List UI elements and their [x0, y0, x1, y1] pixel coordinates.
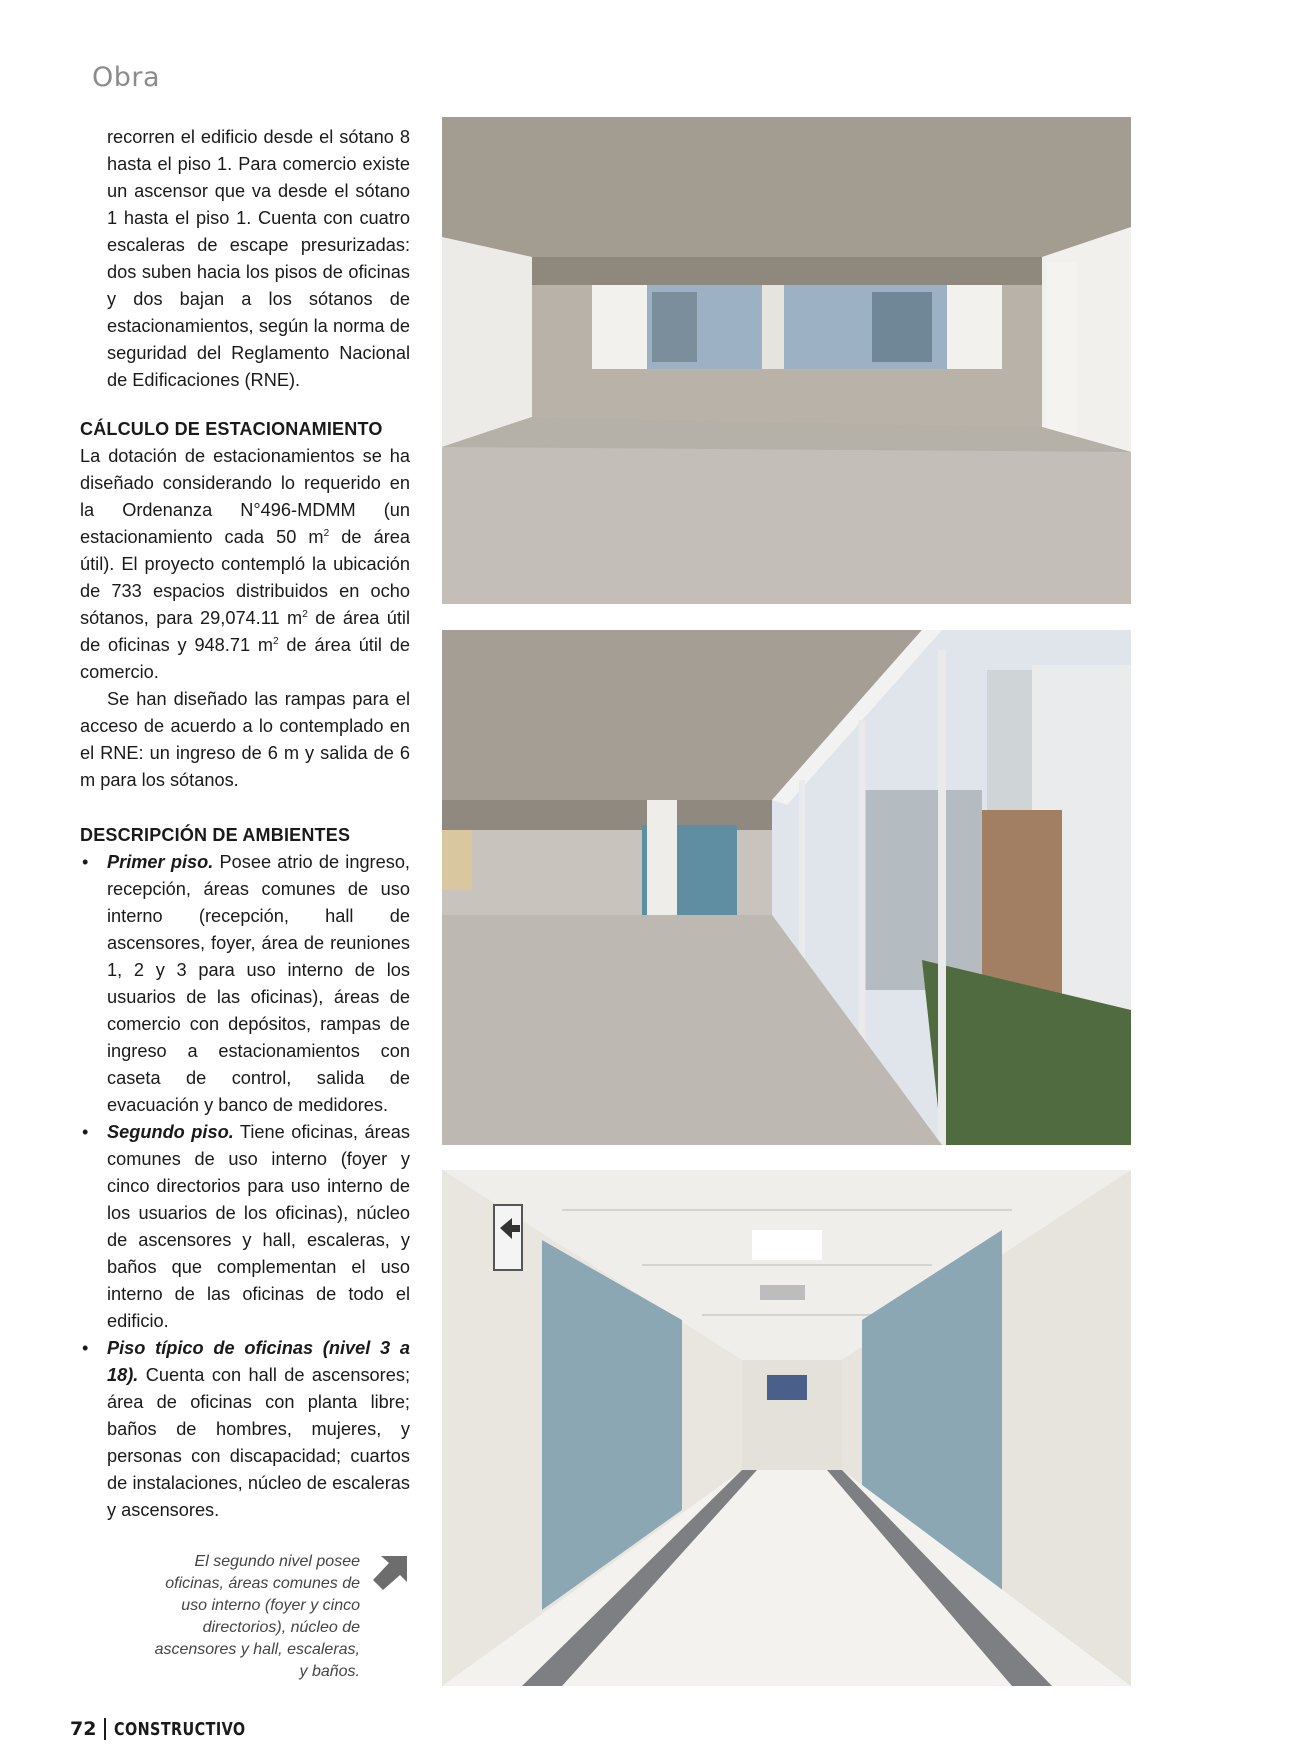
item-text: Tiene oficinas, áreas comunes de uso interno (foyer y cinco directorios para uso interno de los usuarios de los oficinas), núcleo de ascensores y hall, escaleras, y baños que complementan el uso interno de las oficinas de todo el edificio.	[107, 1122, 410, 1331]
item-lead: Segundo piso.	[107, 1122, 234, 1142]
environments-list	[80, 849, 410, 1524]
arrow-up-right-icon	[371, 1550, 411, 1590]
magazine-name: CONSTRUCTIVO	[114, 1718, 246, 1740]
photo-caption: El segundo nivel posee oficinas, áreas comunes de uso interno (foyer y cinco directorios), núcleo de ascensores y hall, escaleras, y baños.	[154, 1553, 360, 1680]
photo-glass-facade	[442, 630, 1131, 1145]
environments-heading: DESCRIPCIÓN DE AMBIENTES	[80, 825, 351, 845]
article-body	[80, 124, 410, 1524]
parking-paragraph-1: La dotación de estacionamientos se ha diseñado considerando lo requerido en la Ordenanza N°496-MDMM (un estacionamiento cada 50 $m^2$ de área útil). El proyecto contempló la ubicación de 733 espacios distribuidos en ocho sótanos, para 29,074.11 $m^2$ de área útil de oficinas y 948.71 $m^2$ de área útil de comercio.	[80, 446, 411, 682]
parking-paragraph-2: Se han diseñado las rampas para el acceso de acuerdo a lo contemplado en el RNE: un ingreso de 6 m y salida de 6 m para los sótanos.	[80, 689, 410, 790]
bullet: •	[82, 1122, 89, 1142]
list-item	[80, 1119, 410, 1335]
photo-corridor	[442, 1170, 1131, 1686]
section-label: Obra	[92, 62, 161, 93]
parking-heading: CÁLCULO DE ESTACIONAMIENTO	[80, 419, 383, 439]
list-item	[80, 849, 410, 1119]
list-item	[80, 1335, 410, 1524]
item-text: Cuenta con hall de ascensores; área de oficinas con planta libre; baños de hombres, mujeres, y personas con discapacidad; cuartos de instalaciones, núcleo de escaleras y ascensores.	[107, 1365, 410, 1520]
photo-office-floor	[442, 117, 1131, 604]
item-lead: Primer piso.	[107, 852, 214, 872]
page-number: 72	[70, 1718, 97, 1740]
footer-divider	[104, 1718, 106, 1740]
intro-paragraph: recorren el edificio desde el sótano 8 hasta el piso 1. Para comercio existe un ascensor que va desde el sótano 1 hasta el piso 1. Cuenta con cuatro escaleras de escape presurizadas: dos suben hacia los pisos de oficinas y dos bajan a los sótanos de estacionamientos, según la norma de seguridad del Reglamento Nacional de Edificaciones (RNE).	[107, 127, 410, 390]
item-lead: Piso típico de oficinas (nivel 3 a 18).	[107, 1338, 410, 1385]
bullet: •	[82, 1338, 89, 1358]
item-text: Posee atrio de ingreso, recepción, áreas comunes de uso interno (recepción, hall de ascensores, foyer, área de reuniones 1, 2 y 3 para uso interno de los usuarios de las oficinas), áreas de comercio con depósitos, rampas de ingreso a estacionamientos con caseta de control, salida de evacuación y banco de medidores.	[107, 852, 410, 1115]
page-footer	[70, 1718, 279, 1740]
bullet: •	[82, 852, 89, 872]
